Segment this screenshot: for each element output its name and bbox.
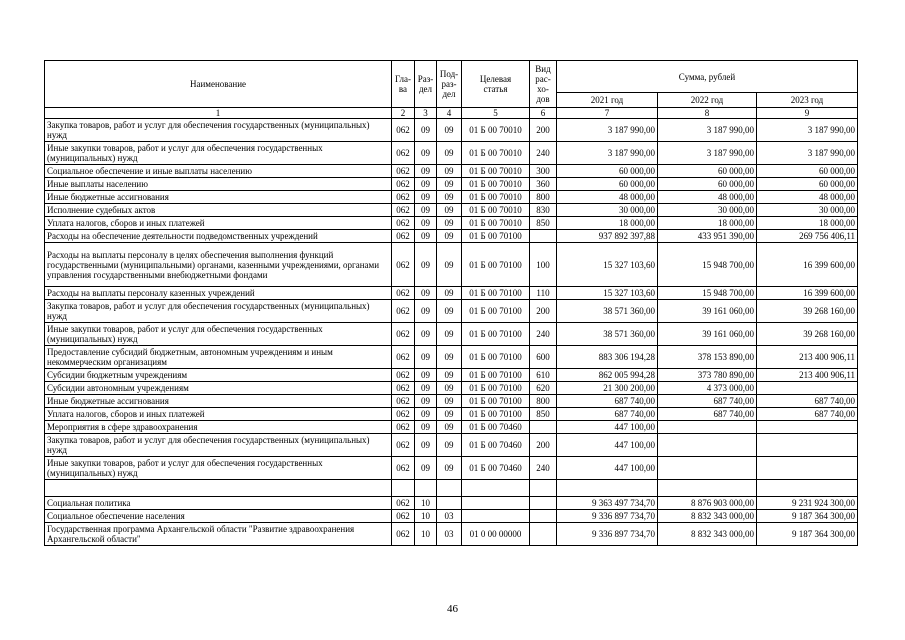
- row-expense-type: 100: [530, 243, 557, 287]
- column-number-row: [45, 108, 858, 119]
- row-sum-2021: 883 306 194,28: [557, 346, 658, 369]
- row-subsection: 09: [437, 119, 462, 142]
- row-target: [462, 480, 530, 497]
- row-sum-2022: 3 187 990,00: [658, 142, 757, 165]
- row-name: Исполнение судебных актов: [45, 204, 392, 217]
- row-section: 09: [415, 243, 437, 287]
- table-body: [45, 119, 858, 546]
- table-row: [45, 510, 858, 523]
- row-sum-2022: 30 000,00: [658, 204, 757, 217]
- table-header: [45, 61, 858, 119]
- row-subsection: 03: [437, 523, 462, 546]
- row-target: 01 Б 00 70010: [462, 142, 530, 165]
- row-name: Предоставление субсидий бюджетным, автономным учреждениям и иным некоммерческим организациям: [45, 346, 392, 369]
- row-sum-2021: 30 000,00: [557, 204, 658, 217]
- column-number: 6: [530, 108, 557, 119]
- row-chapter: 062: [392, 300, 415, 323]
- row-name: Иные закупки товаров, работ и услуг для обеспечения государственных (муниципальных) нужд: [45, 457, 392, 480]
- row-sum-2023: 9 187 364 300,00: [757, 523, 858, 546]
- table-row: [45, 178, 858, 191]
- row-section: 09: [415, 457, 437, 480]
- row-sum-2022: 60 000,00: [658, 165, 757, 178]
- row-name: Закупка товаров, работ и услуг для обеспечения государственных (муниципальных) нужд: [45, 119, 392, 142]
- row-sum-2023: 30 000,00: [757, 204, 858, 217]
- row-subsection: 09: [437, 395, 462, 408]
- row-name: Расходы на выплаты персоналу казенных учреждений: [45, 287, 392, 300]
- row-chapter: 062: [392, 119, 415, 142]
- row-subsection: 09: [437, 178, 462, 191]
- table-row: [45, 300, 858, 323]
- table-row: [45, 421, 858, 434]
- row-sum-2022: 18 000,00: [658, 217, 757, 230]
- row-chapter: 062: [392, 142, 415, 165]
- row-sum-2022: 4 373 000,00: [658, 382, 757, 395]
- row-expense-type: 850: [530, 217, 557, 230]
- row-sum-2023: 3 187 990,00: [757, 142, 858, 165]
- row-subsection: 09: [437, 346, 462, 369]
- row-section: 09: [415, 382, 437, 395]
- row-sum-2021: 9 336 897 734,70: [557, 523, 658, 546]
- row-sum-2023: 16 399 600,00: [757, 243, 858, 287]
- row-section: [415, 480, 437, 497]
- row-chapter: 062: [392, 434, 415, 457]
- row-subsection: 09: [437, 408, 462, 421]
- column-number: 4: [437, 108, 462, 119]
- table-row: [45, 408, 858, 421]
- row-target: 01 Б 00 70460: [462, 434, 530, 457]
- row-expense-type: 110: [530, 287, 557, 300]
- row-sum-2021: 9 336 897 734,70: [557, 510, 658, 523]
- row-section: 09: [415, 434, 437, 457]
- row-name: Иные бюджетные ассигнования: [45, 191, 392, 204]
- row-target: 01 Б 00 70010: [462, 204, 530, 217]
- row-sum-2021: 862 005 994,28: [557, 369, 658, 382]
- row-name: Иные закупки товаров, работ и услуг для обеспечения государственных (муниципальных) нужд: [45, 142, 392, 165]
- header-section: Раз- дел: [415, 61, 437, 108]
- row-section: 09: [415, 119, 437, 142]
- column-number: 7: [557, 108, 658, 119]
- row-name: Иные выплаты населению: [45, 178, 392, 191]
- row-expense-type: 610: [530, 369, 557, 382]
- row-section: 09: [415, 165, 437, 178]
- row-subsection: 09: [437, 457, 462, 480]
- table-row: [45, 142, 858, 165]
- row-subsection: [437, 497, 462, 510]
- row-chapter: 062: [392, 457, 415, 480]
- row-sum-2021: 3 187 990,00: [557, 142, 658, 165]
- row-chapter: 062: [392, 191, 415, 204]
- row-name: Закупка товаров, работ и услуг для обеспечения государственных (муниципальных) нужд: [45, 434, 392, 457]
- row-subsection: 09: [437, 165, 462, 178]
- table-row: [45, 230, 858, 243]
- row-chapter: 062: [392, 408, 415, 421]
- row-expense-type: 240: [530, 142, 557, 165]
- row-sum-2021: 9 363 497 734,70: [557, 497, 658, 510]
- table-row: [45, 434, 858, 457]
- column-number: 2: [392, 108, 415, 119]
- table-row: [45, 165, 858, 178]
- row-expense-type: 800: [530, 191, 557, 204]
- row-expense-type: 600: [530, 346, 557, 369]
- row-expense-type: [530, 421, 557, 434]
- row-subsection: 09: [437, 230, 462, 243]
- row-section: 09: [415, 217, 437, 230]
- row-expense-type: 240: [530, 457, 557, 480]
- row-name: Государственная программа Архангельской области "Развитие здравоохранения Архангельской области": [45, 523, 392, 546]
- row-sum-2022: 687 740,00: [658, 395, 757, 408]
- header-target: Целевая статья: [462, 61, 530, 108]
- row-name: Иные закупки товаров, работ и услуг для обеспечения государственных (муниципальных) нужд: [45, 323, 392, 346]
- row-section: 09: [415, 178, 437, 191]
- row-target: 01 Б 00 70100: [462, 382, 530, 395]
- row-sum-2022: [658, 457, 757, 480]
- row-chapter: 062: [392, 243, 415, 287]
- row-section: 09: [415, 323, 437, 346]
- row-sum-2023: 213 400 906,11: [757, 369, 858, 382]
- row-target: 01 Б 00 70100: [462, 230, 530, 243]
- row-sum-2021: [557, 480, 658, 497]
- table-row: [45, 369, 858, 382]
- row-sum-2021: 18 000,00: [557, 217, 658, 230]
- row-subsection: 09: [437, 287, 462, 300]
- column-number: 8: [658, 108, 757, 119]
- header-2021: 2021 год: [557, 93, 658, 108]
- page-number: 46: [447, 603, 458, 615]
- row-name: Уплата налогов, сборов и иных платежей: [45, 408, 392, 421]
- row-subsection: 03: [437, 510, 462, 523]
- row-sum-2021: 21 300 200,00: [557, 382, 658, 395]
- row-subsection: 09: [437, 243, 462, 287]
- row-sum-2023: [757, 382, 858, 395]
- row-name: [45, 480, 392, 497]
- row-sum-2021: 38 571 360,00: [557, 323, 658, 346]
- row-sum-2022: 39 161 060,00: [658, 323, 757, 346]
- row-target: 01 Б 00 70010: [462, 217, 530, 230]
- row-target: 01 Б 00 70460: [462, 421, 530, 434]
- header-2022: 2022 год: [658, 93, 757, 108]
- row-expense-type: 200: [530, 434, 557, 457]
- table-row: [45, 497, 858, 510]
- row-section: 09: [415, 395, 437, 408]
- row-sum-2021: 15 327 103,60: [557, 287, 658, 300]
- table-row: [45, 523, 858, 546]
- row-subsection: 09: [437, 191, 462, 204]
- row-section: 09: [415, 204, 437, 217]
- row-sum-2023: 60 000,00: [757, 165, 858, 178]
- row-sum-2022: 60 000,00: [658, 178, 757, 191]
- row-sum-2022: 48 000,00: [658, 191, 757, 204]
- row-section: 09: [415, 369, 437, 382]
- row-target: 01 Б 00 70100: [462, 323, 530, 346]
- row-sum-2023: 18 000,00: [757, 217, 858, 230]
- row-name: Расходы на выплаты персоналу в целях обеспечения выполнения функций государственными (муниципальными) органами, казенными учреждениями, органами управления государственными внебюджетными фондами: [45, 243, 392, 287]
- row-name: Закупка товаров, работ и услуг для обеспечения государственных (муниципальных) нужд: [45, 300, 392, 323]
- row-sum-2023: 269 756 406,11: [757, 230, 858, 243]
- table-row: [45, 119, 858, 142]
- row-subsection: 09: [437, 434, 462, 457]
- header-subsection: Под- раз- дел: [437, 61, 462, 108]
- row-target: 01 Б 00 70010: [462, 191, 530, 204]
- row-name: Мероприятия в сфере здравоохранения: [45, 421, 392, 434]
- row-sum-2023: 16 399 600,00: [757, 287, 858, 300]
- row-section: 10: [415, 497, 437, 510]
- row-section: 10: [415, 523, 437, 546]
- header-expense-type: Вид рас- хо- дов: [530, 61, 557, 108]
- row-sum-2023: 213 400 906,11: [757, 346, 858, 369]
- row-subsection: [437, 480, 462, 497]
- row-expense-type: [530, 497, 557, 510]
- row-chapter: 062: [392, 510, 415, 523]
- row-target: 01 0 00 00000: [462, 523, 530, 546]
- row-target: [462, 510, 530, 523]
- row-target: [462, 497, 530, 510]
- row-expense-type: 830: [530, 204, 557, 217]
- row-chapter: 062: [392, 165, 415, 178]
- column-number: 9: [757, 108, 858, 119]
- row-expense-type: [530, 523, 557, 546]
- row-sum-2021: 60 000,00: [557, 178, 658, 191]
- row-chapter: 062: [392, 395, 415, 408]
- header-2023: 2023 год: [757, 93, 858, 108]
- row-chapter: 062: [392, 287, 415, 300]
- row-section: 09: [415, 300, 437, 323]
- header-sum: Сумма, рублей: [557, 61, 858, 93]
- row-chapter: 062: [392, 323, 415, 346]
- row-subsection: 09: [437, 369, 462, 382]
- row-expense-type: 850: [530, 408, 557, 421]
- row-sum-2021: 447 100,00: [557, 421, 658, 434]
- row-name: Социальная политика: [45, 497, 392, 510]
- row-target: 01 Б 00 70010: [462, 178, 530, 191]
- row-sum-2022: 8 832 343 000,00: [658, 523, 757, 546]
- row-subsection: 09: [437, 300, 462, 323]
- row-target: 01 Б 00 70460: [462, 457, 530, 480]
- row-sum-2021: 937 892 397,88: [557, 230, 658, 243]
- row-target: 01 Б 00 70100: [462, 369, 530, 382]
- row-target: 01 Б 00 70100: [462, 346, 530, 369]
- row-expense-type: 800: [530, 395, 557, 408]
- table-row: [45, 395, 858, 408]
- table-row: [45, 457, 858, 480]
- row-sum-2023: 687 740,00: [757, 408, 858, 421]
- row-sum-2023: 9 231 924 300,00: [757, 497, 858, 510]
- row-name: Иные бюджетные ассигнования: [45, 395, 392, 408]
- row-sum-2021: 60 000,00: [557, 165, 658, 178]
- row-subsection: 09: [437, 204, 462, 217]
- row-target: 01 Б 00 70010: [462, 165, 530, 178]
- header-chapter: Гла- ва: [392, 61, 415, 108]
- row-section: 09: [415, 142, 437, 165]
- row-target: 01 Б 00 70100: [462, 395, 530, 408]
- row-chapter: 062: [392, 497, 415, 510]
- row-target: 01 Б 00 70100: [462, 408, 530, 421]
- row-sum-2021: 15 327 103,60: [557, 243, 658, 287]
- row-sum-2023: 48 000,00: [757, 191, 858, 204]
- row-target: 01 Б 00 70100: [462, 287, 530, 300]
- row-name: Уплата налогов, сборов и иных платежей: [45, 217, 392, 230]
- row-sum-2021: 687 740,00: [557, 395, 658, 408]
- row-sum-2023: 39 268 160,00: [757, 300, 858, 323]
- row-chapter: 062: [392, 382, 415, 395]
- row-subsection: 09: [437, 421, 462, 434]
- table-row: [45, 382, 858, 395]
- row-sum-2023: 3 187 990,00: [757, 119, 858, 142]
- row-chapter: 062: [392, 217, 415, 230]
- table-row: [45, 204, 858, 217]
- row-chapter: 062: [392, 178, 415, 191]
- row-chapter: 062: [392, 204, 415, 217]
- row-expense-type: 200: [530, 300, 557, 323]
- row-sum-2023: [757, 480, 858, 497]
- row-sum-2022: [658, 480, 757, 497]
- row-chapter: 062: [392, 523, 415, 546]
- row-sum-2021: 48 000,00: [557, 191, 658, 204]
- row-sum-2022: 39 161 060,00: [658, 300, 757, 323]
- row-sum-2023: [757, 457, 858, 480]
- row-target: 01 Б 00 70100: [462, 300, 530, 323]
- row-name: Субсидии автономным учреждениям: [45, 382, 392, 395]
- table-row: [45, 243, 858, 287]
- row-sum-2022: 8 876 903 000,00: [658, 497, 757, 510]
- header-row: [45, 61, 858, 93]
- row-expense-type: 360: [530, 178, 557, 191]
- row-section: 09: [415, 230, 437, 243]
- row-sum-2021: 38 571 360,00: [557, 300, 658, 323]
- row-name: Социальное обеспечение населения: [45, 510, 392, 523]
- row-section: 09: [415, 421, 437, 434]
- row-section: 10: [415, 510, 437, 523]
- row-chapter: 062: [392, 421, 415, 434]
- row-chapter: [392, 480, 415, 497]
- row-expense-type: [530, 480, 557, 497]
- row-expense-type: 300: [530, 165, 557, 178]
- row-section: 09: [415, 287, 437, 300]
- row-subsection: 09: [437, 217, 462, 230]
- column-number: 5: [462, 108, 530, 119]
- row-chapter: 062: [392, 346, 415, 369]
- row-sum-2022: 373 780 890,00: [658, 369, 757, 382]
- row-sum-2021: 3 187 990,00: [557, 119, 658, 142]
- row-name: Субсидии бюджетным учреждениям: [45, 369, 392, 382]
- column-number: 3: [415, 108, 437, 119]
- table-row: [45, 217, 858, 230]
- row-sum-2021: 687 740,00: [557, 408, 658, 421]
- row-expense-type: 240: [530, 323, 557, 346]
- row-sum-2022: 15 948 700,00: [658, 287, 757, 300]
- table-row: [45, 323, 858, 346]
- row-sum-2023: [757, 421, 858, 434]
- header-name: Наименование: [45, 61, 392, 108]
- row-chapter: 062: [392, 369, 415, 382]
- row-sum-2021: 447 100,00: [557, 457, 658, 480]
- row-sum-2021: 447 100,00: [557, 434, 658, 457]
- row-expense-type: [530, 510, 557, 523]
- table-row: [45, 346, 858, 369]
- row-target: 01 Б 00 70010: [462, 119, 530, 142]
- row-sum-2023: 60 000,00: [757, 178, 858, 191]
- row-expense-type: 620: [530, 382, 557, 395]
- row-section: 09: [415, 408, 437, 421]
- row-sum-2023: 687 740,00: [757, 395, 858, 408]
- row-sum-2023: 39 268 160,00: [757, 323, 858, 346]
- row-sum-2022: 15 948 700,00: [658, 243, 757, 287]
- row-target: 01 Б 00 70100: [462, 243, 530, 287]
- budget-table: [44, 60, 858, 546]
- row-name: Социальное обеспечение и иные выплаты населению: [45, 165, 392, 178]
- row-subsection: 09: [437, 382, 462, 395]
- table-row: [45, 191, 858, 204]
- row-sum-2022: 433 951 390,00: [658, 230, 757, 243]
- row-sum-2022: 687 740,00: [658, 408, 757, 421]
- row-name: Расходы на обеспечение деятельности подведомственных учреждений: [45, 230, 392, 243]
- row-sum-2022: 8 832 343 000,00: [658, 510, 757, 523]
- row-chapter: 062: [392, 230, 415, 243]
- row-subsection: 09: [437, 323, 462, 346]
- row-sum-2022: 378 153 890,00: [658, 346, 757, 369]
- row-sum-2022: 3 187 990,00: [658, 119, 757, 142]
- row-sum-2022: [658, 421, 757, 434]
- row-expense-type: [530, 230, 557, 243]
- row-sum-2022: [658, 434, 757, 457]
- row-subsection: 09: [437, 142, 462, 165]
- row-section: 09: [415, 346, 437, 369]
- table-row: [45, 287, 858, 300]
- row-sum-2023: 9 187 364 300,00: [757, 510, 858, 523]
- column-number: 1: [45, 108, 392, 119]
- table-row: [45, 480, 858, 497]
- row-sum-2023: [757, 434, 858, 457]
- row-expense-type: 200: [530, 119, 557, 142]
- row-section: 09: [415, 191, 437, 204]
